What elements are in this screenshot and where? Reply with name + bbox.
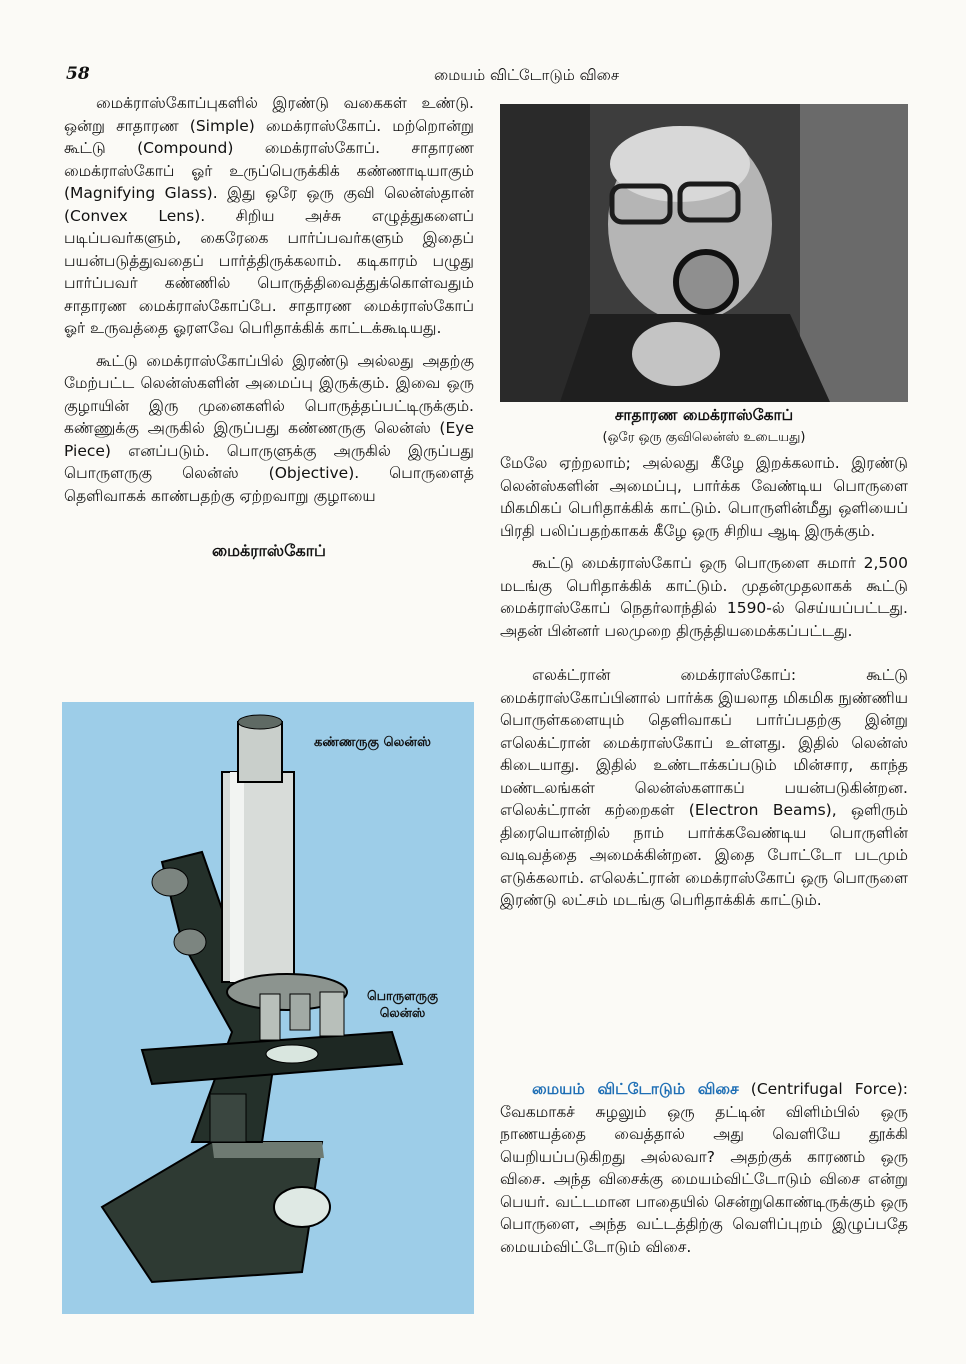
centrifugal-body: (Centrifugal Force): வேகமாகச் சுழலும் ஒரு தட்டின் விளிம்பில் ஒரு நாணயத்தை வைத்தால் அது வெளியே தூக்கி யெறியப்படுகிறது அல்லவா? அதற்குக் காரணம் ஒரு விசை. அந்த விசைக்கு மையம்விட்டோடும் விசை என்று பெயர். வட்டமான பாதையில் சென்றுகொண்டிருக்கும் ஒரு பொருளை, அந்த வட்டத்திற்கு வெளிப்புறம் இழுப்பதே மையம்விட்டோடும் விசை. (500, 1080, 908, 1256)
objective-label-line2: லென்ஸ் (379, 1005, 426, 1020)
page-number: 58 (66, 64, 90, 84)
paragraph-electron-microscope: எலக்ட்ரான் மைக்ராஸ்கோப்: கூட்டு மைக்ராஸ்கோப்பினால் பார்க்க இயலாத மிகமிக நுண்ணிய பொருள்களையும் தெளிவாகப் பார்ப்பதற்கு இன்று எலெக்ட்ரான் மைக்ராஸ்கோப் உள்ளது. இதில் லென்ஸ் கிடையாது. இதில் உண்டாக்கப்படும் மின்சார, காந்த மண்டலங்கள் லென்ஸ்களாகப் பயன்படுகின்றன. எலெக்ட்ரான் கற்றைகள் (Electron Beams), ஒளிரும் திரையொன்றில் நாம் பார்க்கவேண்டிய பொருளின் வடிவத்தை அமைக்கின்றன. இதை போட்டோ படமும் எடுக்கலாம். எலெக்ட்ரான் மைக்ராஸ்கோப் ஒரு பொருளை இரண்டு லட்சம் மடங்கு பெரிதாக்கிக் காட்டும். (500, 666, 908, 909)
paragraph-centrifugal-force (500, 1078, 908, 1258)
microscope-illustration (62, 702, 474, 1314)
running-title: மையம் விட்டோடும் விசை (434, 66, 620, 84)
objective-label (367, 987, 438, 1021)
paragraph-tube-adjust: மேலே ஏற்றலாம்; அல்லது கீழே இறக்கலாம். இரண்டு லென்ஸ்களின் அமைப்பு, பார்க்க வேண்டிய பொருளை மிகமிகப் பெரிதாக்கிக் காட்டும். பொருளின்மீது ஒளியைப் பிரதி பலிப்பதற்காகக் கீழே ஒரு சிறிய ஆடி இருக்கும். (500, 454, 908, 540)
photo-caption-subtitle: (ஒரே ஒரு குவிலென்ஸ் உடையது) (602, 430, 806, 445)
photo-caption-title: சாதாரண மைக்ராஸ்கோப் (614, 406, 794, 424)
objective-label-line1: பொருளருகு (367, 988, 439, 1003)
paragraph-microscope-types: மைக்ராஸ்கோப்புகளில் இரண்டு வகைகள் உண்டு. ஒன்று சாதாரண (Simple) மைக்ராஸ்கோப். மற்றொன்று கூட்டு (Compound) மைக்ராஸ்கோப். சாதாரண மைக்ராஸ்கோப் ஓர் உருப்பெருக்கிக் கண்ணாடியாகும் (Magnifying Glass). இது ஒரே ஒரு குவி லென்ஸ்தான் (Convex Lens). சிறிய அச்சு எழுத்துகளைப் படிப்பவர்களும், கைரேகை பார்ப்பவர்களும் இதைப் பயன்படுத்துவதைப் பார்த்திருக்கலாம். கடிகாரம் பழுது பார்ப்பவர் கண்ணில் பொருத்திவைத்துக்கொள்வதும் சாதாரண மைக்ராஸ்கோப்பே. சாதாரண மைக்ராஸ்கோப் ஓர் உருவத்தை ஓரளவே பெரிதாக்கிக் காட்டக்கூடியது. (64, 94, 474, 337)
paragraph-compound-microscope: கூட்டு மைக்ராஸ்கோப்பில் இரண்டு அல்லது அதற்கு மேற்பட்ட லென்ஸ்களின் அமைப்பு இருக்கும். இவை ஒரு குழாயின் இரு முனைகளில் பொருத்தப்பட்டிருக்கும். கண்ணுக்கு அருகில் இருப்பது கண்ணருகு லென்ஸ் (Eye Piece) எனப்படும். பொருளுக்கு அருகில் இருப்பது பொருளருகு லென்ஸ் (Objective). பொருளைத் தெளிவாகக் காண்பதற்கு ஏற்றவாறு குழாயை (64, 351, 474, 505)
centrifugal-section (500, 1078, 908, 1258)
figure-heading: மைக்ராஸ்கோப் (212, 541, 326, 560)
photo-drawing (500, 104, 908, 402)
eyepiece-label: கண்ணருகு லென்ஸ் (314, 735, 431, 750)
right-column (500, 452, 908, 912)
paragraph-magnification: கூட்டு மைக்ராஸ்கோப் ஒரு பொருளை சுமார் 2,500 மடங்கு பெரிதாக்கிக் காட்டும். முதன்முதலாகக் கூட்டு மைக்ராஸ்கோப் நெதர்லாந்தில் 1590-ல் செய்யப்பட்டது. அதன் பின்னர் பலமுறை திருத்தியமைக்கப்பட்டது. (500, 554, 908, 640)
left-column (64, 92, 474, 562)
page-header (64, 64, 902, 88)
simple-microscope-photo (500, 104, 908, 402)
centrifugal-heading: மையம் விட்டோடும் விசை (532, 1080, 739, 1098)
